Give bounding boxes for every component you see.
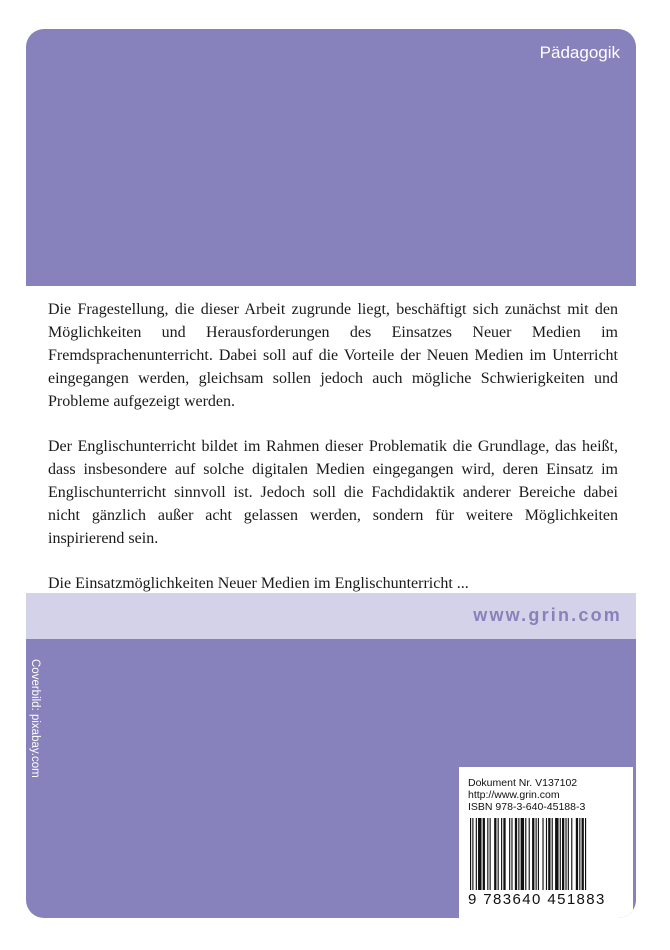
barcode-bar [555, 818, 558, 890]
barcode-bar [518, 818, 519, 890]
barcode-bar [536, 818, 537, 890]
book-back-cover [26, 29, 636, 918]
barcode-bar [529, 818, 530, 890]
category-label: Pädagogik [539, 43, 620, 62]
blurb-paragraph-1: Die Fragestellung, die dieser Arbeit zugrunde liegt, beschäftigt sich zunächst mit den Möglichkeiten und Herausforderungen des Einsatzes Neuer Medien im Fremdsprachenunterricht. Dabei soll auf die Vorteile der Neuen Medien im Unterricht eingegangen werden, gleichsam sollen jedoch auch mögliche Schwierigkeiten und Probleme aufgezeigt werden. [48, 301, 618, 410]
barcode-bar [515, 818, 517, 890]
barcode-bar [511, 818, 512, 890]
blurb-text [48, 298, 618, 595]
barcode-bar [490, 818, 491, 890]
blurb-paragraph-2: Der Englischunterricht bildet im Rahmen dieser Problematik die Grundlage, das heißt, dass insbesondere auf solche digitalen Medien eingegangen wird, deren Einsatz im Englischunterricht sinnvoll ist. Jedoch soll die Fachdidaktik anderer Bereiche dabei nicht gänzlich außer acht gelassen werden, sondern für weitere Möglichkeiten inspirierend sein. [48, 438, 618, 547]
barcode-bar [568, 818, 569, 890]
bottom-color-panel [26, 639, 636, 918]
barcode-bar [546, 818, 547, 890]
top-color-panel [26, 29, 636, 286]
barcode-bar [521, 818, 524, 890]
barcode-bar [542, 818, 543, 890]
barcode-bar [552, 818, 553, 890]
cover-image-credit: Coverbild: pixabay.com [29, 659, 41, 778]
barcode-bar [509, 818, 510, 890]
barcode-bar [494, 818, 496, 890]
isbn-number: ISBN 978-3-640-45188-3 [468, 801, 586, 813]
barcode-bar [538, 818, 539, 890]
website-url[interactable]: www.grin.com [473, 605, 622, 625]
barcode-bar [503, 818, 505, 890]
barcode-bar [487, 818, 488, 890]
barcode-bar [562, 818, 564, 890]
barcode-bar [498, 818, 499, 890]
barcode-digits: 9 783640 451883 [468, 891, 606, 908]
barcode-bar [560, 818, 561, 890]
blurb-paragraph-3: Die Einsatzmöglichkeiten Neuer Medien im Englischunterricht ... [48, 575, 469, 592]
barcode-bar [582, 818, 584, 890]
barcode-area [459, 767, 633, 918]
barcode-bar [532, 818, 534, 890]
barcode-bar [478, 818, 481, 890]
barcode-bar [472, 818, 473, 890]
barcode-bar [585, 818, 586, 890]
barcode-image [468, 818, 618, 890]
barcode-bar [501, 818, 502, 890]
barcode-bar [525, 818, 526, 890]
barcode-bar [476, 818, 477, 890]
barcode-bar [483, 818, 485, 890]
document-number: Dokument Nr. V137102 [468, 777, 578, 789]
barcode-bar [571, 818, 572, 890]
barcode-bar [579, 818, 580, 890]
website-band [26, 593, 636, 639]
barcode-bar [548, 818, 550, 890]
barcode-bar [576, 818, 578, 890]
barcode-bar [565, 818, 566, 890]
document-url: http://www.grin.com [468, 789, 560, 801]
barcode-bar [470, 818, 471, 890]
